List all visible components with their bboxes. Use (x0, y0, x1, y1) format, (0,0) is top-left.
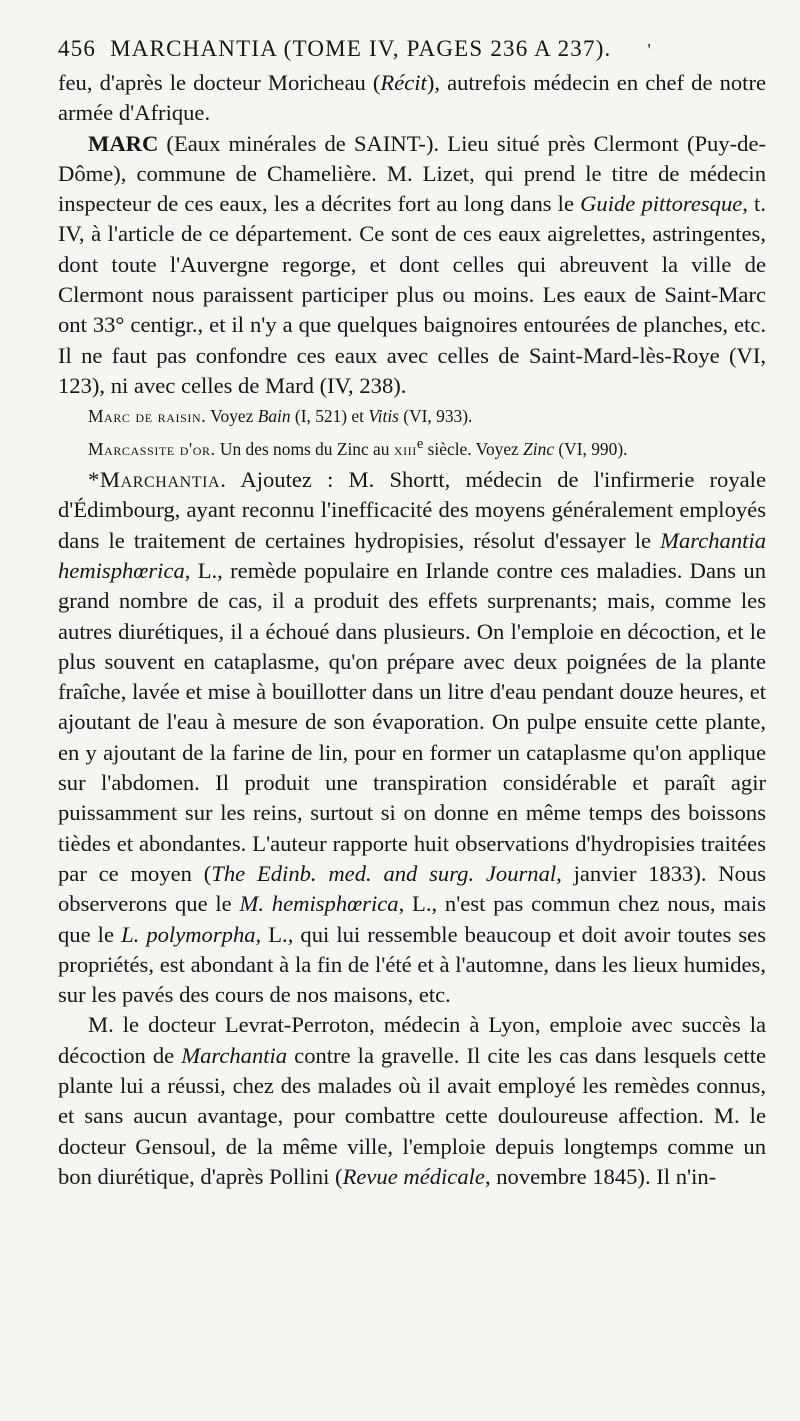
text-run: M. le docteur Levrat-Perroton, médecin à Lyon, emploie avec succès la décoction de (58, 1012, 766, 1068)
text-run: ), autrefois médecin en chef de notre armée d'Afrique. (58, 70, 766, 126)
entry-headword: MARC (88, 130, 159, 156)
text-run: feu, d'après le docteur Moricheau ( (58, 70, 381, 95)
italic-run: Bain (257, 406, 291, 427)
entry-marcassite (58, 432, 766, 462)
text-run: siècle. Voyez (423, 439, 524, 460)
text-run: (I, 521) et (290, 406, 369, 427)
page-body (58, 68, 766, 1192)
text-run: Ajoutez : M. Shortt, médecin de l'infirmerie royale d'Édimbourg, ayant reconnu l'inefficacité des moyens généralement employés dans le traitement de certaines hydropisies, résolut d'essayer le (58, 467, 766, 553)
text-run: , L., n'est pas commun chez nous, mais que le (58, 891, 767, 947)
italic-run: L. polymorpha (121, 921, 256, 947)
entry-headword: Marc de raisin. (88, 406, 207, 427)
italic-run: Marchantia hemisphœrica (58, 527, 766, 583)
italic-run: M. hemisphœrica (239, 891, 399, 917)
text-run: (VI, 933). (398, 406, 473, 427)
entry-headword: *Marchantia. (88, 467, 227, 493)
text-run: , L., remède populaire en Irlande contre ces maladies. Dans un grand nombre de cas, il a produit des effets surprenants; mais, comme les autres diurétiques, il a échoué dans plusieurs. On l'emploie en décoction, et le plus souvent en cataplasme, qu'on prépare avec deux poignées de la plante fraîche, lavée et mise à bouillotter dans un litre d'eau pendant douze heures, et ajoutant de l'eau à mesure de son évaporation. On pulpe ensuite cette plante, en y ajoutant de la farine de lin, pour en former un cataplasme qu'on applique sur l'abdomen. Il produit une transpiration considérable et paraît agir puissamment sur les reins, surtout si on donne en même temps des boissons tièdes et abondantes. L'auteur rapporte huit observations d'hydropisies traitées par ce moyen ( (58, 557, 766, 886)
italic-run: Guide pittoresque (580, 191, 743, 217)
entry-marchantia (58, 465, 766, 1010)
text-run: (Eaux minérales de SAINT-). Lieu situé près Clermont (Puy-de-Dôme), commune de Chamelière. M. Lizet, qui prend le titre de médecin inspecteur de ces eaux, les a décrites fort au long dans le (58, 130, 766, 217)
text-run: Voyez (206, 406, 258, 427)
text-run: , janvier 1833). Nous observerons que le (58, 860, 766, 917)
running-head (58, 36, 766, 62)
italic-run: Récit (380, 70, 427, 95)
century-numeral: xiii (393, 439, 417, 460)
superscript: e (416, 436, 424, 453)
entry-marc-de-raisin (58, 404, 766, 429)
text-run: contre la gravelle. Il cite les cas dans lesquels cette plante lui a réussi, chez des malades où il avait employé les remèdes connus, et sans aucun avantage, pour combattre cette douloureuse affection. M. le docteur Gensoul, de la même ville, l'emploie depuis longtemps comme un bon diurétique, d'après Pollini ( (58, 1042, 766, 1189)
italic-run: The Edinb. med. and surg. Journal (211, 860, 557, 886)
entry-marc (58, 129, 766, 402)
italic-run: Vitis (368, 406, 399, 427)
running-head-mark: ' (647, 40, 652, 60)
italic-run: Zinc (523, 439, 555, 460)
italic-run: Marchantia (181, 1042, 288, 1068)
page-number: 456 (58, 36, 97, 61)
entry-headword: Marcassite d'or. (88, 439, 216, 460)
text-run: Un des noms du Zinc au (215, 439, 394, 460)
paragraph-levrat-perroton (58, 1010, 766, 1192)
carryover-paragraph (58, 68, 766, 129)
italic-run: Revue médicale (342, 1163, 485, 1189)
running-title: MARCHANTIA (TOME IV, PAGES 236 A 237). (110, 36, 612, 61)
text-run: , novembre 1845). Il n'in- (484, 1163, 717, 1189)
text-run: , t. IV, à l'article de ce département. Ce sont de ces eaux aigrelettes, astringentes, dont toute l'Auvergne regorge, et dont celles qui abreuvent la ville de Clermont nous paraissent participer plus ou moins. Les eaux de Saint-Marc ont 33° centigr., et il n'y a que quelques baignoires entourées de planches, etc. Il ne faut pas confondre ces eaux avec celles de Saint-Mard-lès-Roye (VI, 123), ni avec celles de Mard (IV, 238). (58, 191, 766, 398)
text-run: (VI, 990). (554, 439, 628, 460)
text-run: , L., qui lui ressemble beaucoup et doit avoir toutes ses propriétés, est abondant à la fin de l'été et à l'automne, dans les lieux humides, sur les pavés des cours de nos maisons, etc. (58, 921, 767, 1008)
